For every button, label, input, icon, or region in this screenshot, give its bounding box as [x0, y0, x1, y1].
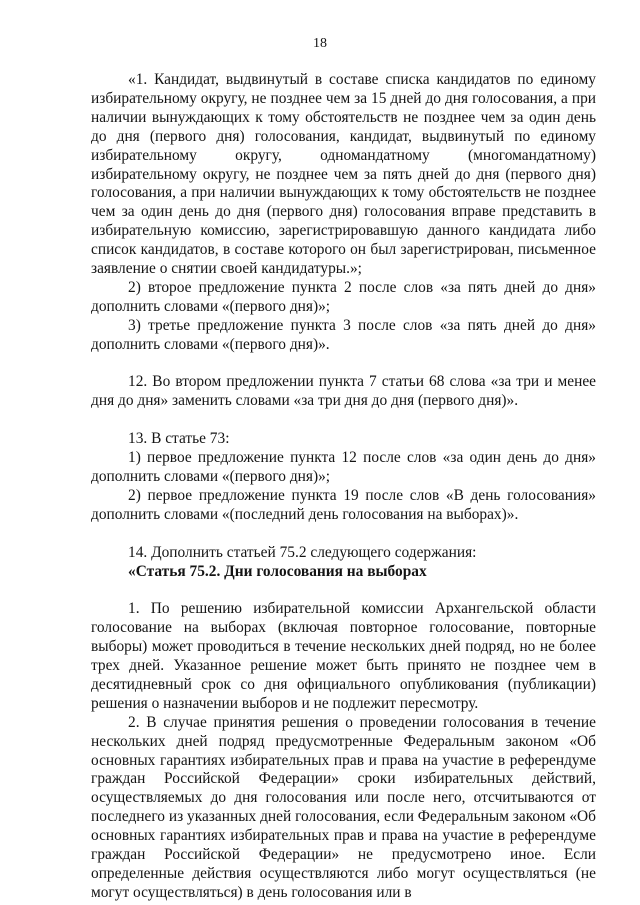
paragraph: 1. По решению избирательной комиссии Архангельской области голосование на выборах (включая повторное голосование, повторные выборы) может проводиться в течение нескольких дней подряд, но не более трех дней. Указанное решение может быть принято не позднее чем в десятидневный срок со дня официального опубликования (публикации) решения о назначении выборов и не подлежит пересмотру. — [91, 600, 596, 712]
paragraph: 1) первое предложение пункта 12 после слов «за один день до дня» дополнить словами «(первого дня)»; — [91, 449, 596, 485]
paragraph: 13. В статье 73: — [128, 430, 230, 448]
paragraph: «1. Кандидат, выдвинутый в составе списка кандидатов по единому избирательному округу, не позднее чем за 15 дней до дня голосования, а при наличии вынуждающих к тому обстоятельств не позднее чем за один день до дня (первого дня) голосования, кандидат, выдвинутый по единому избирательному округу, одномандатному (многомандатному) избирательному округу, не позднее чем за пять дней до дня (первого дня) голосования, а при наличии вынуждающих к тому обстоятельств не позднее чем за один день до дня (первого дня) голосования вправе представить в избирательную комиссию, зарегистрировавшую данного кандидата либо список кандидатов, в составе которого он был зарегистрирован, письменное заявление о снятии своей кандидатуры.»; — [91, 71, 596, 278]
document-body — [91, 71, 596, 903]
page-number: 18 — [313, 36, 327, 51]
paragraph: 2) второе предложение пункта 2 после слов «за пять дней до дня» дополнить словами «(первого дня)»; — [91, 278, 596, 315]
paragraph: 12. Во втором предложении пункта 7 статьи 68 слова «за три и менее дня до дня» заменить словами «за три дня до дня (первого дня)». — [91, 373, 596, 410]
paragraph: 3) третье предложение пункта 3 после слов «за пять дней до дня» дополнить словами «(первого дня)». — [91, 316, 596, 353]
paragraph: 14. Дополнить статьей 75.2 следующего содержания: — [128, 543, 477, 561]
article-heading: «Статья 75.2. Дни голосования на выборах — [128, 562, 427, 580]
paragraph: 2. В случае принятия решения о проведении голосования в течение нескольких дней подряд предусмотренные Федеральным законом «Об основных гарантиях избирательных прав и права на участие в референдуме граждан Российской Федерации» сроки избирательных действий, осуществляемых до дня голосования или после него, отсчитываются от последнего из указанных дней голосования, если Федеральным законом «Об основных гарантиях избирательных прав и права на участие в референдуме граждан Российской Федерации» не предусмотрено иное. Если определенные действия осуществляются либо могут осуществляться (не могут осуществляться) в день голосования или в — [91, 713, 596, 901]
paragraph: 2) первое предложение пункта 19 после слов «В день голосования» дополнить словами «(последний день голосования на выборах)». — [91, 486, 596, 523]
